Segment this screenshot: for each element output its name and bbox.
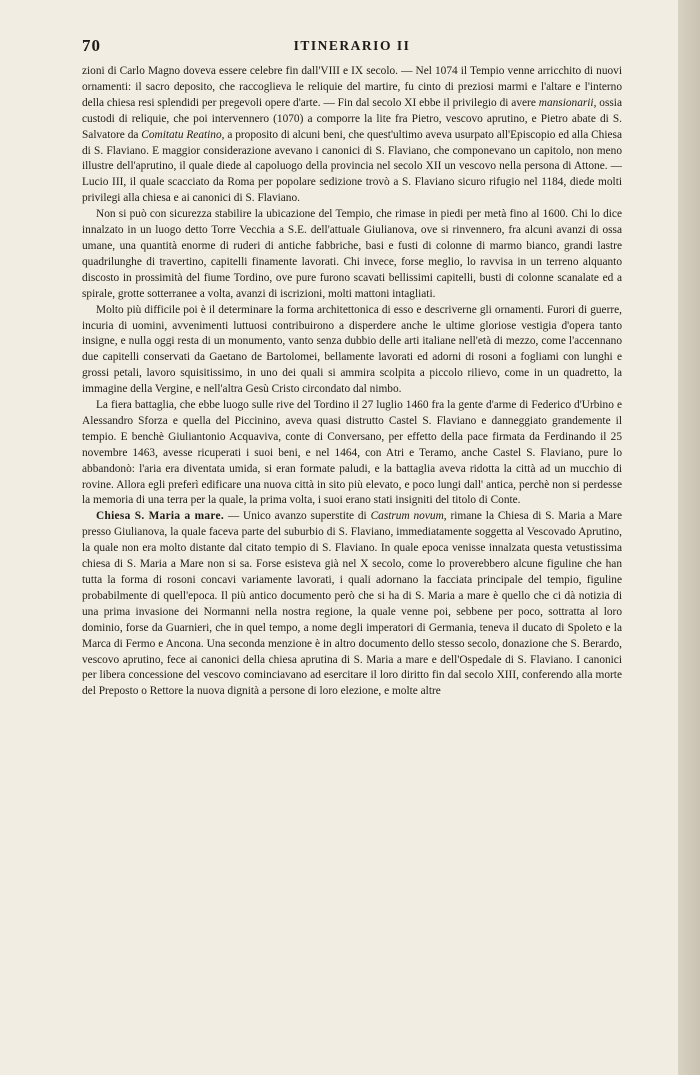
page-gutter: [678, 0, 700, 1075]
text-run: , a proposito di alcuni beni, che quest'ultimo aveva usurpato all'Episcopio ed alla Chiesa di S. Flaviano. E maggior considerazione avevano i canonici di S. Flaviano, che componevano un capitolo, non meno illustre dell'aprutino, il quale diede al capoluogo della provincia nel secolo XII un vescovo nella persona di Attone. — Lucio III, il quale scacciato da Roma per popolare sedizione trovò a S. Flaviano sicuro rifugio nel 1184, diede molti privilegi alla chiesa e ai canonici di S. Flaviano.: [82, 128, 622, 205]
section-title: Chiesa S. Maria a mare.: [96, 510, 224, 523]
text-run: La fiera battaglia, che ebbe luogo sulle rive del Tordino il 27 luglio 1460 fra la gente d'arme di Federico d'Urbino e Alessandro Sforza e quella del Piccinino, aveva quasi distrutto Castel S. Flaviano e danneggiato grandemente il tempio. E benchè Giuliantonio Acquaviva, conte di Conversano, per effetto della pace firmata da Ferdinando il 25 novembre 1463, avesse ricuperati i suoi beni, e nel 1464, con Atri e Teramo, anche Castel S. Flaviano, pure lo abbandonò: l'aria era diventata umida, si eran formate paludi, e la battaglia aveva ridotta la città ad un mucchio di rovine. Allora egli preferì edificare una nuova città in sito più elevato, e poco lungi dall' antica, perchè non si perdesse la memoria di una terra per la quale, la prima volta, i suoi erano stati insigniti del titolo di Conte.: [82, 399, 622, 507]
paragraph: [82, 64, 622, 207]
text-run: Non si può con sicurezza stabilire la ubicazione del Tempio, che rimase in piedi per metà fino al 1600. Chi lo dice innalzato in un luogo detto Torre Vecchia a S.E. dell'attuale Giulianova, ove si rinvennero, fra alcuni avanzi di ossa umane, una quantità enorme di ruderi di antiche fabbriche, basi e fusti di colonne di marmo bianco, grandi lastre quadrilunghe di travertino, capitelli finamente lavorati. Chi invece, forse meglio, lo ravvisa in un terreno alquanto discosto in prossimità del fiume Tordino, ove pure furono scavati bellissimi capitelli, busti di colonne scanalate ed a spirale, grotte sotterranee a volta, avanzi di iscrizioni, molti mattoni intagliati.: [82, 208, 622, 300]
paragraph: [82, 509, 622, 700]
page-header: [82, 30, 622, 64]
paragraph: [82, 303, 622, 398]
italic-text: Castrum novum: [370, 510, 444, 523]
body-text: [82, 64, 622, 700]
text-run: , ossia custodi di reliquie, che poi intervennero (1070) a comporre la lite fra Pietro, vescovo aprutino, e Pietro abate di S. Salvatore da: [82, 96, 622, 141]
text-run: — Unico avanzo superstite di: [223, 510, 371, 523]
paragraph: [82, 398, 622, 509]
running-head: ITINERARIO II: [293, 38, 411, 53]
paragraph: [82, 207, 622, 302]
text-run: Molto più difficile poi è il determinare la forma architettonica di esso e descriverne gli ornamenti. Furori di guerre, incuria di uomini, avvenimenti luttuosi contribuirono a disperdere anche le ultime gloriose vestigia d'opera tanto insigne, e nulla oggi resta di un monumento, vanto senza dubbio delle arti italiane nell'età di mezzo, come l'accennano due capitelli conservati da Gaetano de Bartolomei, bellamente lavorati ed adorni di rosoni a fogliami con lunghi e grossi petali, lavoro squisitissimo, in uno dei quali si ammira scolpita a piccolo rilievo, come in un quadretto, la immagine della Vergine, e nell'altra Gesù Cristo circondato dal nimbo.: [82, 303, 622, 396]
text-run: , rimane la Chiesa di S. Maria a Mare presso Giulianova, la quale faceva parte del suburbio di S. Flaviano, immediatamente soggetta al Vescovado Aprutino, la quale non era molto distante dal citato tempio di S. Flaviano. In quale epoca venisse innalzata questa vetustissima chiesa di S. Maria a Mare non si sa. Forse esisteva già nel X secolo, come lo proverebbero alcune figuline che han tutta la forma di rosoni concavi variamente lavorati, i quali adornano la facciata principale del tempio, figuline probabilmente di quell'epoca. Il più antico documento però che si ha di S. Maria a mare è quello che ci dà notizia di una prima invasione dei Normanni nella nostra regione, la quale venne poi, sebbene per poco, sottratta al loro dominio, forse da Guarnieri, che in quel tempo, a nome degli imperatori di Germania, teneva il ducato di Spoleto e la Marca di Fermo e Ancona. Una seconda menzione è in altro documento dello stesso secolo, donazione che S. Berardo, vescovo aprutino, fece ai canonici della chiesa aprutina di S. Maria a mare e dell'Ospedale di S. Flaviano. I canonici per libera concessione del vescovo cominciavano ad esercitare il loro diritto fin dal secolo XIII, conferendo alla morte del Preposto o Rettore la nuova dignità a persone di loro elezione, e molte altre: [82, 510, 622, 698]
page-number: 70: [82, 36, 101, 55]
italic-text: mansionarii: [538, 96, 594, 109]
text-run: zioni di Carlo Magno doveva essere celebre fin dall'VIII e IX secolo. — Nel 1074 il Tempio venne arricchito di nuovi ornamenti: il sacro deposito, che raccoglieva le reliquie del martire, fu cinto di preziosi marmi e l'altare e l'interno della chiesa resi splendidi per pregevoli opere d'arte. — Fin dal secolo XI ebbe il privilegio di avere: [82, 65, 622, 109]
italic-text: Comitatu Reatino: [141, 128, 222, 141]
